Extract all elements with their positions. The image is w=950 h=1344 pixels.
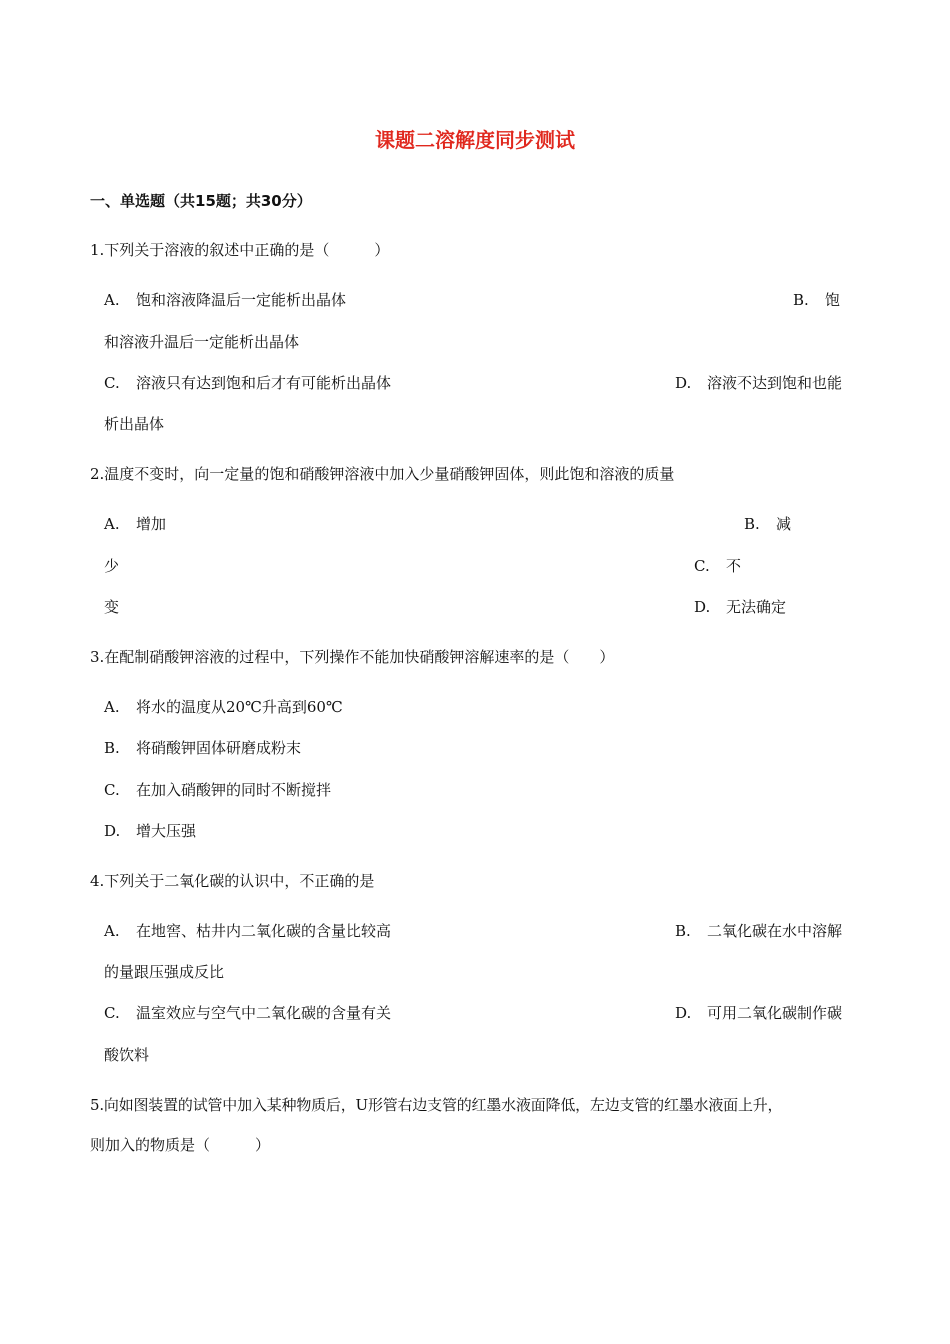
option-d[interactable] [675, 373, 842, 393]
option-text: 减 [776, 515, 792, 533]
option-text: 增大压强 [136, 822, 197, 840]
option-text: 增加 [136, 515, 167, 533]
option-letter: B. [793, 291, 809, 309]
option-b[interactable] [104, 738, 301, 758]
option-text: 可用二氧化碳制作碳 [707, 1004, 843, 1022]
option-b[interactable] [793, 290, 840, 310]
option-text: 饱 [825, 291, 841, 309]
option-c[interactable] [104, 1003, 391, 1023]
option-text: 在加入硝酸钾的同时不断搅拌 [136, 781, 332, 799]
option-text: 将硝酸钾固体研磨成粉末 [136, 739, 302, 757]
document-title: 课题二溶解度同步测试 [375, 128, 575, 152]
option-d[interactable] [675, 1003, 842, 1023]
option-a[interactable] [104, 514, 166, 534]
option-d[interactable] [104, 821, 196, 841]
option-c[interactable] [694, 556, 741, 576]
question-stem: 1.下列关于溶液的叙述中正确的是（ ） [90, 241, 390, 259]
option-text: 溶液不达到饱和也能 [707, 374, 843, 392]
option-letter: D. [675, 374, 692, 392]
option-b[interactable] [675, 921, 842, 941]
option-a[interactable] [104, 290, 346, 310]
question-stem: 5.向如图装置的试管中加入某种物质后，U形管右边支管的红墨水液面降低，左边支管的红墨水液面上升， [90, 1096, 783, 1114]
option-d[interactable] [694, 597, 786, 617]
option-letter: A. [104, 291, 120, 309]
option-letter: B. [744, 515, 760, 533]
question-stem: 2.温度不变时，向一定量的饱和硝酸钾溶液中加入少量硝酸钾固体，则此饱和溶液的质量 [90, 465, 675, 483]
option-letter: C. [104, 374, 120, 392]
option-letter: C. [694, 557, 710, 575]
option-d-continuation: 析出晶体 [104, 415, 165, 433]
option-text: 将水的温度从20℃升高到60℃ [136, 698, 343, 716]
option-text: 无法确定 [726, 598, 787, 616]
option-d-continuation: 酸饮料 [104, 1046, 150, 1064]
option-c[interactable] [104, 373, 391, 393]
option-letter: C. [104, 1004, 120, 1022]
option-b-continuation: 的量跟压强成反比 [104, 963, 225, 981]
option-letter: D. [104, 822, 121, 840]
option-letter: C. [104, 781, 120, 799]
option-text: 溶液只有达到饱和后才有可能析出晶体 [136, 374, 392, 392]
question-stem: 3.在配制硝酸钾溶液的过程中，下列操作不能加快硝酸钾溶解速率的是（ ） [90, 648, 615, 666]
option-letter: B. [675, 922, 691, 940]
option-letter: A. [104, 515, 120, 533]
question-stem: 4.下列关于二氧化碳的认识中，不正确的是 [90, 872, 375, 890]
option-c[interactable] [104, 780, 331, 800]
option-letter: A. [104, 698, 120, 716]
question-stem-continuation: 则加入的物质是（ ） [90, 1136, 271, 1154]
option-text: 二氧化碳在水中溶解 [707, 922, 843, 940]
option-text: 饱和溶液降温后一定能析出晶体 [136, 291, 347, 309]
option-letter: D. [675, 1004, 692, 1022]
option-letter: B. [104, 739, 120, 757]
option-text: 在地窖、枯井内二氧化碳的含量比较高 [136, 922, 392, 940]
option-b[interactable] [744, 514, 791, 534]
option-a[interactable] [104, 697, 343, 717]
option-c-continuation: 变 [104, 598, 120, 616]
option-b-continuation: 和溶液升温后一定能析出晶体 [104, 333, 300, 351]
option-letter: D. [694, 598, 711, 616]
option-b-continuation: 少 [104, 557, 120, 575]
section-heading: 一、单选题（共15题；共30分） [90, 192, 312, 210]
option-a[interactable] [104, 921, 391, 941]
option-text: 不 [726, 557, 742, 575]
option-text: 温室效应与空气中二氧化碳的含量有关 [136, 1004, 392, 1022]
option-letter: A. [104, 922, 120, 940]
